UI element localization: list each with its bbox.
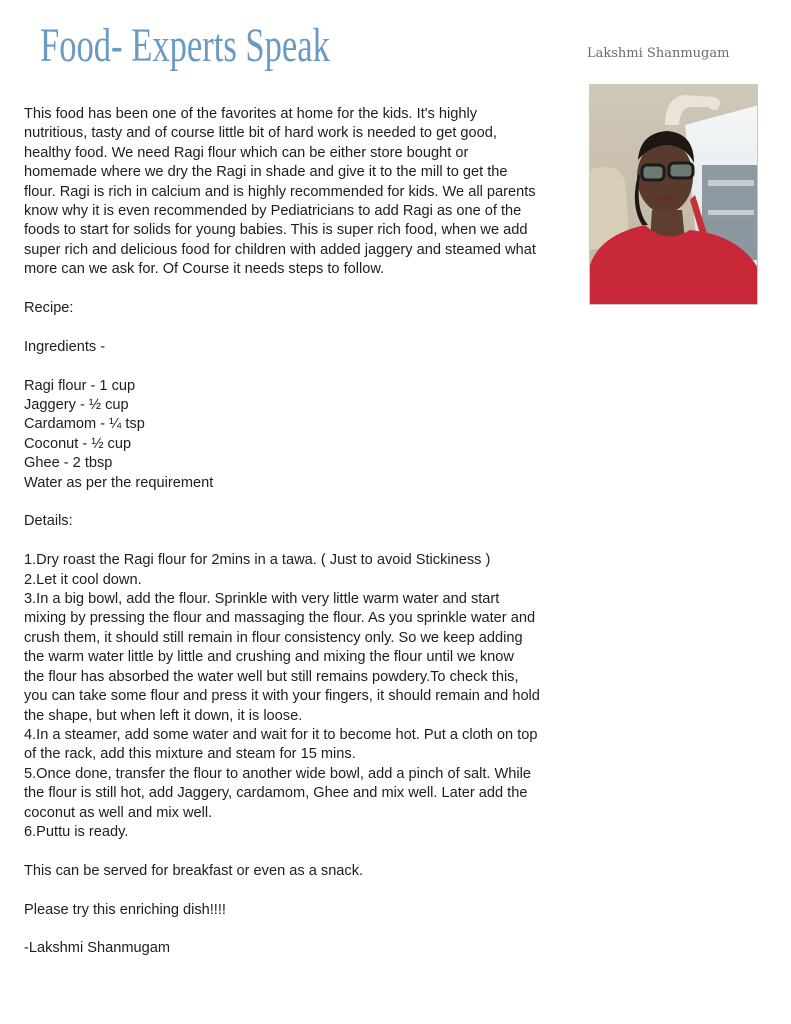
intro-line: flour. Ragi is rich in calcium and is highly recommended for kids. We all parents bbox=[24, 183, 536, 200]
intro-line: know why it is even recommended by Pediatricians to add Ragi as one of the bbox=[24, 203, 522, 220]
author-portrait-icon bbox=[590, 85, 758, 305]
page-title: Food- Experts Speak bbox=[40, 19, 330, 72]
step-line: mixing by pressing the flour and massaging the flour. As you sprinkle water and bbox=[24, 610, 536, 627]
details-heading: Details: bbox=[24, 513, 73, 530]
step-line: 2.Let it cool down. bbox=[24, 571, 142, 588]
step-line: the warm water little by little and crushing and mixing the flour until we know bbox=[24, 649, 514, 666]
author-photo bbox=[589, 84, 758, 305]
ingredient-item: Coconut - ½ cup bbox=[24, 435, 132, 452]
step-line: 4.In a steamer, add some water and wait for it to become hot. Put a cloth on top bbox=[24, 726, 538, 743]
intro-line: This food has been one of the favorites at home for the kids. It's highly bbox=[24, 106, 478, 122]
ingredient-item: Water as per the requirement bbox=[24, 474, 214, 491]
step-line: the shape, but when left it down, it is loose. bbox=[24, 707, 303, 724]
invite-note: Please try this enriching dish!!!! bbox=[24, 901, 226, 918]
ingredient-item: Jaggery - ½ cup bbox=[24, 397, 129, 414]
serving-note: This can be served for breakfast or even as a snack. bbox=[24, 862, 364, 879]
step-line: coconut as well and mix well. bbox=[24, 804, 213, 821]
intro-line: super rich and delicious food for children with added jaggery and steamed what bbox=[24, 241, 536, 258]
article-body bbox=[24, 105, 569, 959]
step-line: 3.In a big bowl, add the flour. Sprinkle with very little warm water and start bbox=[24, 591, 500, 608]
steps-list bbox=[24, 551, 569, 842]
intro-line: foods to start for solids for young babies. This is super rich food, when we add bbox=[24, 222, 528, 239]
step-line: crush them, it should still remain in flour consistency only. So we keep adding bbox=[24, 629, 523, 646]
recipe-heading: Recipe: bbox=[24, 300, 74, 317]
step-line: the flour has absorbed the water well but still remains powdery.To check this, bbox=[24, 668, 519, 685]
intro-line: healthy food. We need Ragi flour which can be either store bought or bbox=[24, 144, 469, 161]
ingredients-list bbox=[24, 377, 569, 493]
intro-line: nutritious, tasty and of course little bit of hard work is needed to get good, bbox=[24, 125, 497, 142]
step-line: of the rack, add this mixture and steam for 15 mins. bbox=[24, 746, 356, 763]
step-line: 1.Dry roast the Ragi flour for 2mins in a tawa. ( Just to avoid Stickiness ) bbox=[24, 552, 491, 569]
step-line: you can take some flour and press it with your fingers, it should remain and hold bbox=[24, 688, 540, 705]
ingredient-item: Ragi flour - 1 cup bbox=[24, 377, 136, 394]
step-line: 6.Puttu is ready. bbox=[24, 823, 129, 840]
ingredient-item: Ghee - 2 tbsp bbox=[24, 455, 113, 472]
intro-line: more can we ask for. Of Course it needs steps to follow. bbox=[24, 261, 385, 278]
signature: -Lakshmi Shanmugam bbox=[24, 940, 171, 957]
ingredients-heading: Ingredients - bbox=[24, 338, 106, 355]
ingredient-item: Cardamom - ¼ tsp bbox=[24, 416, 145, 433]
intro-line: homemade where we dry the Ragi in shade and give it to the mill to get the bbox=[24, 164, 508, 181]
step-line: the flour is still hot, add Jaggery, cardamom, Ghee and mix well. Later add the bbox=[24, 785, 528, 802]
intro-paragraph bbox=[24, 105, 569, 280]
step-line: 5.Once done, transfer the flour to another wide bowl, add a pinch of salt. While bbox=[24, 765, 532, 782]
author-name: Lakshmi Shanmugam bbox=[587, 46, 730, 61]
